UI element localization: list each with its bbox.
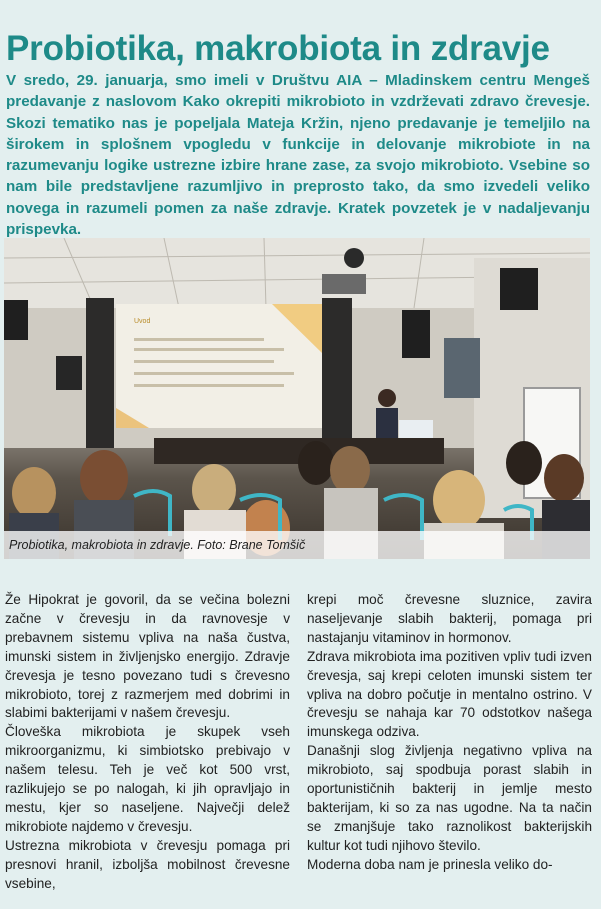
article-lead: V sredo, 29. januarja, smo imeli v Društvu AIA – Mladinskem centru Mengeš predavanje z naslovom Kako okrepiti mikrobioto in vzdrževati zdravo črevesje. Skozi tematiko nas je popeljala Mateja Kržin, njeno predavanje je temeljilo na širokem in splošnem vpogledu v funkcije in delovanje mikrobiote in na razumevanju logike ustrezne izbire hrane zase, za svojo mikrobioto. Vsebine so nam bile predstavljene razumljivo in preprosto tako, da smo izvedeli veliko novega in razumeli pomen za naše zdravje. Kratek povzetek je v nadaljevanju prispevka.	[6, 72, 590, 239]
article-photo	[4, 238, 590, 559]
slide-title: Uvod	[134, 318, 151, 325]
paragraph: Današnji slog življenja negativno vpliva na mikrobioto, saj spodbuja porast slabih in oportunističnih bakterij in jemlje mesto bakterijam, ki so za nas ugodne. Na ta način se zmanjšuje tako raznolikost bakterijskih kultur kot tudi njihovo število.	[307, 743, 592, 853]
paragraph: Zdrava mikrobiota ima pozitiven vpliv tudi izven črevesja, saj krepi celoten imunski sistem ter vpliva na dobro počutje in mentalno ostrino. V črevesju se nahaja kar 70 odstotkov našega imunskega odziva.	[307, 648, 592, 740]
article-title: Probiotika, makrobiota in zdravje	[6, 29, 550, 69]
lecture-scene	[4, 238, 590, 559]
paragraph: Moderna doba nam je prinesla veliko do-	[307, 856, 553, 872]
article-column-left	[5, 591, 290, 894]
paragraph: Človeška mikrobiota je skupek vseh mikroorganizmu, ki simbiotsko prebivajo v našem telesu. Teh je več kot 500 vrst, razlikujejo se po nalogah, ki jih opravljajo in mestu, kjer so naseljene. Največji delež mikrobiote najdemo v črevesju.	[5, 724, 290, 834]
article-column-right	[307, 591, 592, 875]
paragraph: Že Hipokrat je govoril, da se večina bolezni začne v črevesju in da ravnovesje v prebavnem sistemu vpliva na naša čustva, imunski sistem in življenjsko energijo. Zdravje črevesja je tesno povezano tudi s črevesno mikrobioto, torej z razmerjem med dobrimi in slabimi bakterijami v našem črevesju.	[5, 592, 290, 721]
paragraph: Ustrezna mikrobiota v črevesju pomaga pri presnovi hranil, izboljša mobilnost črevesne vsebine,	[5, 837, 290, 891]
paragraph: krepi moč črevesne sluznice, zavira naseljevanje slabih bakterij, pomaga pri nastajanju vitaminov in hormonov.	[307, 592, 592, 645]
photo-caption: Probiotika, makrobiota in zdravje. Foto: Brane Tomšič	[4, 531, 590, 559]
